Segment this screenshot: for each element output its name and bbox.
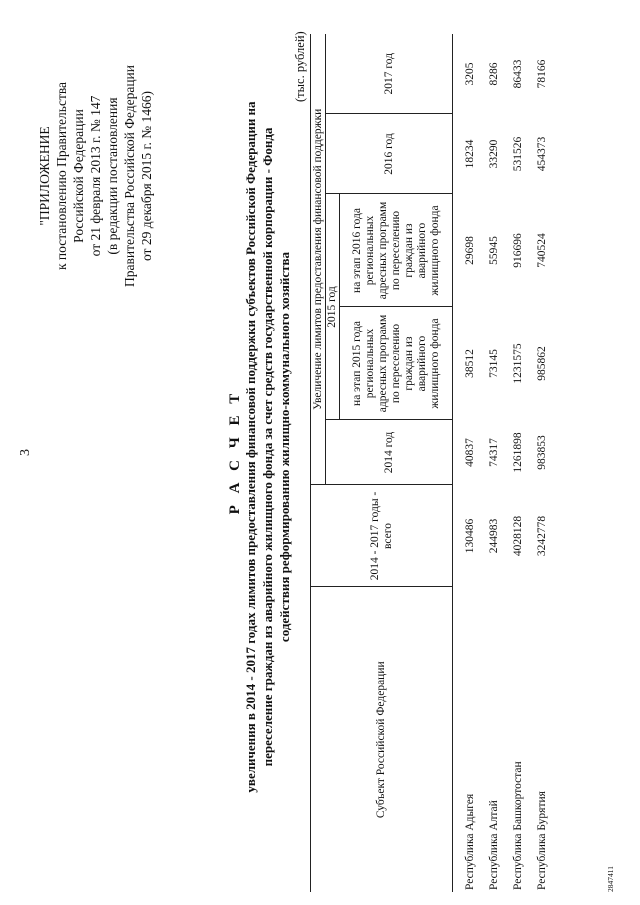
- table-row: [501, 34, 525, 892]
- cell-2015b: 29698: [464, 236, 476, 265]
- header-subject: Субъект Российской Федерации: [311, 587, 453, 892]
- header-group: Увеличение лимитов предоставления финансовой поддержки: [311, 34, 326, 485]
- cell-total: 130486: [464, 518, 476, 554]
- cell-2016: 454373: [536, 136, 548, 172]
- cell-2017: 78166: [536, 59, 548, 89]
- cell-subject: Республика Башкортостан: [512, 761, 524, 890]
- title-line: увеличения в 2014 - 2017 годах лимитов предоставления финансовой поддержки субъектов Российской Федерации на: [243, 101, 258, 793]
- document-code: 2847411: [606, 866, 615, 892]
- appendix-line: от 21 февраля 2013 г. № 147: [88, 95, 103, 257]
- cell-2017: 3205: [464, 62, 476, 86]
- cell-total: 4028128: [512, 515, 524, 557]
- cell-total: 3242778: [536, 515, 548, 557]
- cell-2015a: 985862: [536, 346, 548, 381]
- page-number: 3: [18, 449, 33, 456]
- table-row: [525, 34, 549, 892]
- cell-2015a: 38512: [464, 349, 476, 378]
- document-title: [242, 42, 293, 852]
- header-2015-stage-2015: на этап 2015 года региональных адресных программ по переселению граждан из аварийного жилищного фонда: [340, 307, 453, 420]
- header-2015-stage-2016: на этап 2016 года региональных адресных программ по переселению граждан из аварийного жилищного фонда: [340, 194, 453, 307]
- cell-2017: 86433: [512, 59, 524, 89]
- table-row: [477, 34, 501, 892]
- appendix-block: [36, 20, 155, 332]
- appendix-line: от 29 декабря 2015 г. № 1466): [139, 90, 154, 262]
- appendix-line: Правительства Российской Федерации: [122, 65, 137, 287]
- cell-subject: Республика Бурятия: [536, 791, 548, 890]
- appendix-line: Российской Федерации: [71, 109, 86, 243]
- cell-2014: 1261898: [512, 432, 524, 473]
- header-2017: 2017 год: [326, 34, 453, 114]
- cell-2016: 33290: [488, 139, 500, 169]
- cell-2015a: 1231575: [512, 343, 524, 384]
- header-total: 2014 - 2017 годы - всего: [311, 485, 453, 587]
- cell-total: 244983: [488, 518, 500, 554]
- appendix-line: к постановлению Правительства: [54, 81, 69, 271]
- header-2014: 2014 год: [326, 420, 453, 485]
- appendix-line: "ПРИЛОЖЕНИЕ: [37, 126, 52, 226]
- header-2015: 2015 год: [326, 194, 340, 420]
- cell-2014: 983853: [536, 435, 548, 470]
- title-line: переселение граждан из аварийного жилищного фонда за счет средств государственной корпорации - Фонда: [260, 127, 275, 767]
- cell-2016: 531526: [512, 136, 524, 172]
- cell-subject: Республика Адыгея: [464, 793, 476, 890]
- title-line: содействия реформированию жилищно-коммунального хозяйства: [277, 251, 292, 643]
- cell-2015b: 55945: [488, 236, 500, 265]
- cell-2015a: 73145: [488, 349, 500, 378]
- units-note: (тыс. рублей): [293, 31, 307, 102]
- cell-2017: 8286: [488, 62, 500, 86]
- document-page: [18, 12, 618, 892]
- limits-table: [310, 34, 549, 892]
- cell-2016: 18234: [464, 139, 476, 169]
- table-row: [453, 34, 478, 892]
- header-2016: 2016 год: [326, 114, 453, 194]
- appendix-line: (в редакции постановления: [105, 97, 120, 255]
- cell-2014: 40837: [464, 438, 476, 467]
- cell-subject: Республика Алтай: [488, 800, 500, 890]
- cell-2015b: 740524: [536, 233, 548, 268]
- document-heading: Р А С Ч Е Т: [227, 389, 243, 515]
- cell-2015b: 916696: [512, 233, 524, 268]
- cell-2014: 74317: [488, 438, 500, 467]
